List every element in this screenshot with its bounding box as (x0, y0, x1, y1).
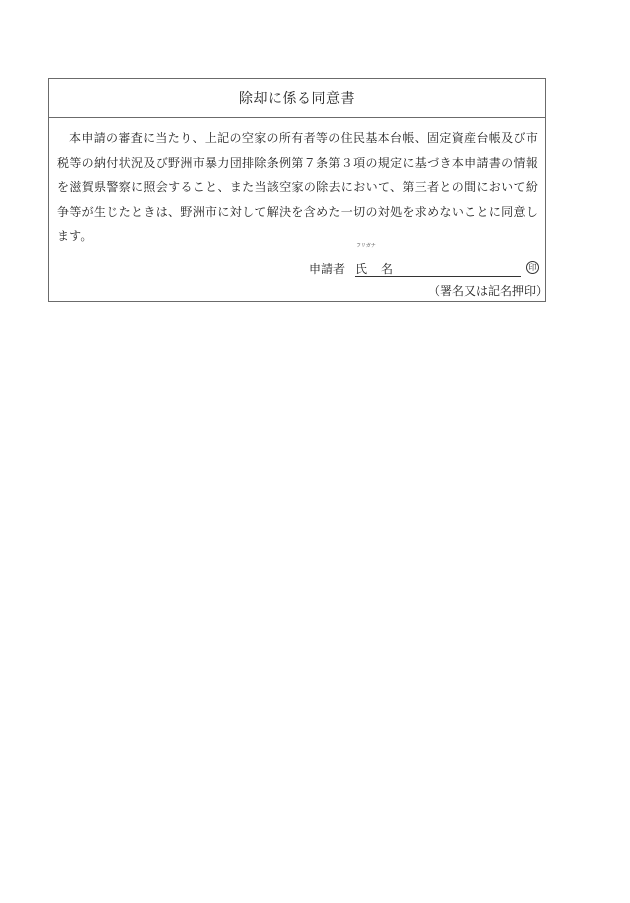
consent-form (48, 78, 549, 302)
signature-note: （署名又は記名押印） (428, 284, 549, 298)
name-signature-line[interactable] (355, 276, 521, 277)
form-title: 除却に係る同意書 (49, 79, 545, 118)
seal-icon: 印 (526, 261, 539, 274)
furigana-label: フリガナ (356, 243, 376, 249)
applicant-label: 申請者 (309, 262, 346, 276)
consent-text: 本申請の審査に当たり、上記の空家の所有者等の住民基本台帳、固定資産台帳及び市税等の納付状況及び野洲市暴力団排除条例第７条第３項の規定に基づき本申請書の情報を滋賀県警察に照会すること、また当該空家の除去において、第三者との間において紛争等が生じたときは、野洲市に対して解決を含めた一切の対処を求めないことに同意します。 (57, 131, 538, 243)
name-label: 氏名 (355, 262, 408, 276)
